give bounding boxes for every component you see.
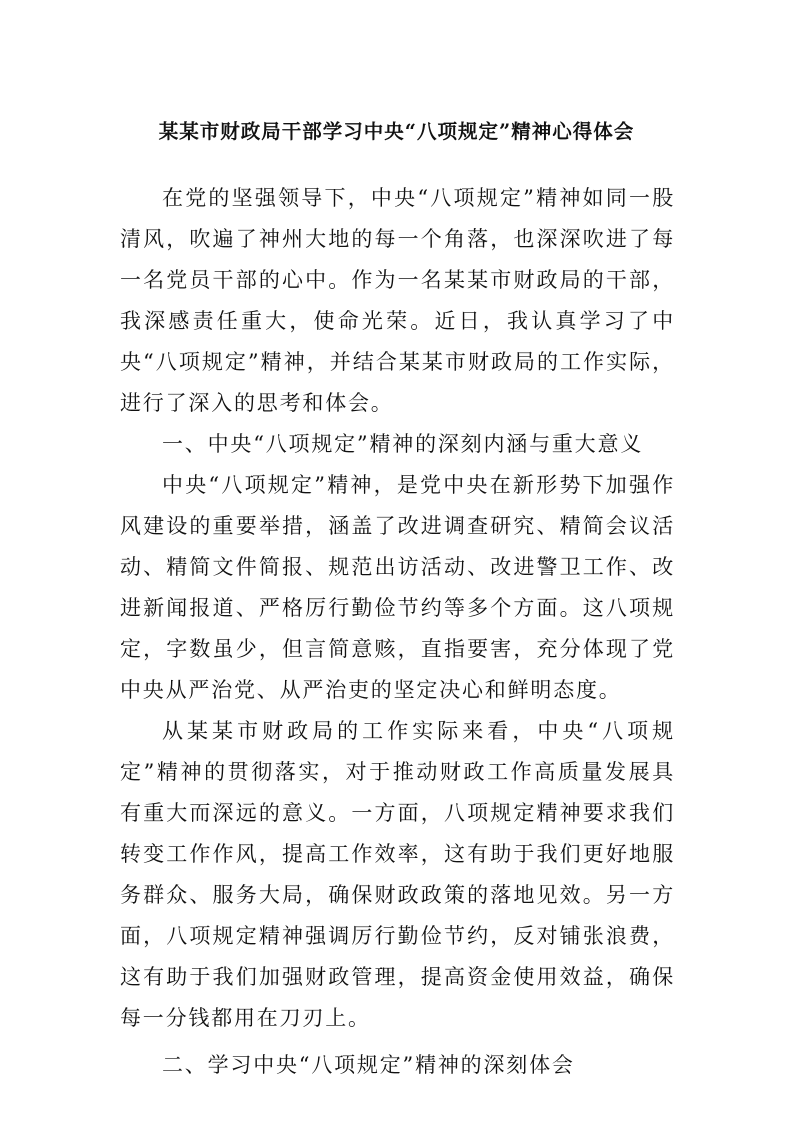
document-body — [120, 178, 675, 1086]
section-heading-2: 二、学习中央“八项规定”精神的深刻体会 — [162, 1053, 575, 1077]
paragraph-connotation: 中央“八项规定”精神，是党中央在新形势下加强作风建设的重要举措，涵盖了改进调查研究、精简会议活动、精简文件简报、规范出访活动、改进警卫工作、改进新闻报道、严格厉行勤俭节约等多个方面。这八项规定，字数虽少，但言简意赅，直指要害，充分体现了党中央从严治党、从严治吏的坚定决心和鲜明态度。 — [120, 473, 675, 702]
paragraph-intro: 在党的坚强领导下，中央“八项规定”精神如同一股清风，吹遍了神州大地的每一个角落，也深深吹进了每一名党员干部的心中。作为一名某某市财政局的干部，我深感责任重大，使命光荣。近日，我认真学习了中央“八项规定”精神，并结合某某市财政局的工作实际，进行了深入的思考和体会。 — [120, 186, 675, 415]
paragraph-significance: 从某某市财政局的工作实际来看，中央“八项规定”精神的贯彻落实，对于推动财政工作高质量发展具有重大而深远的意义。一方面，八项规定精神要求我们转变工作作风，提高工作效率，这有助于我们更好地服务群众、服务大局，确保财政政策的落地见效。另一方面，八项规定精神强调厉行勤俭节约，反对铺张浪费，这有助于我们加强财政管理，提高资金使用效益，确保每一分钱都用在刀刃上。 — [120, 719, 675, 1030]
document-title: 某某市财政局干部学习中央“八项规定”精神心得体会 — [158, 120, 635, 143]
section-heading-1: 一、中央“八项规定”精神的深刻内涵与重大意义 — [162, 432, 644, 456]
